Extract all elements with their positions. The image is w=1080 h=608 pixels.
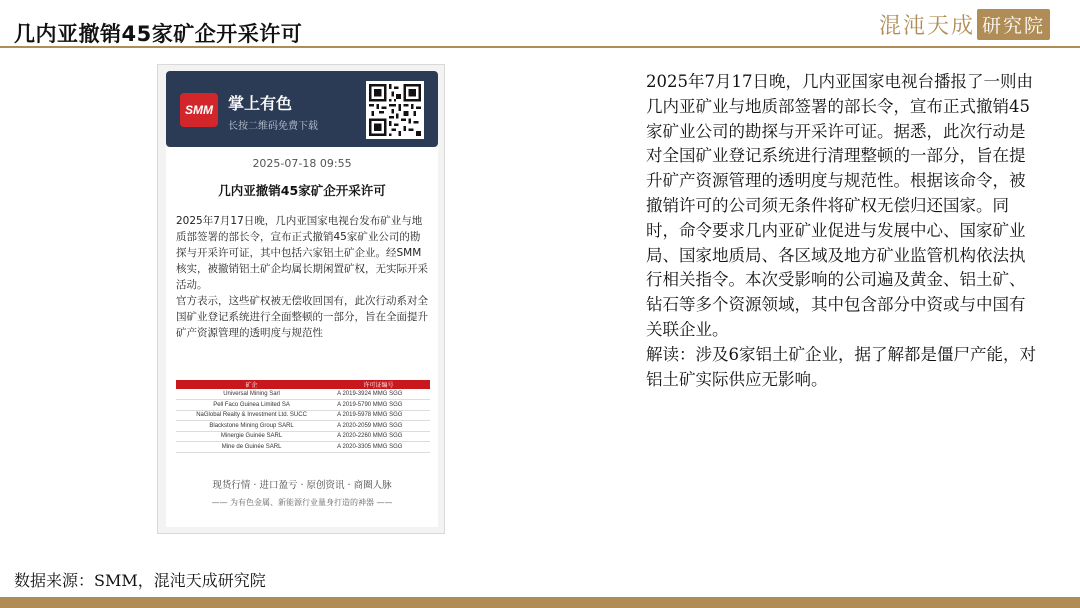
table-header-row (176, 380, 430, 389)
table-row (176, 421, 430, 432)
app-subtitle: 长按二维码免费下载 (228, 121, 318, 132)
brand-logo-text: 混沌天成 (878, 13, 975, 39)
slide-title: 几内亚撤销45家矿企开采许可 (14, 22, 303, 46)
table-cell-license: A 2020-3305 MMG SGG (327, 442, 430, 453)
table-row (176, 442, 430, 453)
article-text (176, 213, 430, 341)
brand-logo-box: 研究院 (977, 9, 1050, 40)
table-row (176, 400, 430, 411)
data-source-note: 数据来源：SMM，混沌天成研究院 (14, 571, 266, 590)
bottom-bar (0, 597, 1080, 608)
app-download-banner (166, 71, 438, 147)
app-name: 掌上有色 (228, 94, 293, 113)
table-cell-company: Pell Faco Guinea Limited SA (176, 400, 327, 411)
table-row (176, 431, 430, 442)
app-feature-tags: 现货行情 · 进口盈亏 · 原创资讯 · 商圈人脉 (212, 480, 392, 491)
article-paragraph: 2025年7月17日晚，几内亚国家电视台发布矿业与地质部签署的部长令，宣布正式撤销45家矿业公司的勘探与开采许可证，其中包括六家铝土矿企业。经SMM核实，被撤销铝土矿企均属长期闲置矿权，无实际开采活动。 (176, 215, 428, 291)
table-cell-license: A 2019-5790 MMG SGG (327, 400, 430, 411)
table-cell-license: A 2020-2260 MMG SGG (327, 431, 430, 442)
table-row (176, 410, 430, 421)
qr-code-icon (366, 81, 424, 139)
article-title: 几内亚撤销45家矿企开采许可 (218, 183, 386, 198)
commentary-interpretation: 解读：涉及6家铝土矿企业，据了解都是僵尸产能，对铝土矿实际供应无影响。 (646, 344, 1036, 389)
table-cell-license: A 2019-5978 MMG SGG (327, 410, 430, 421)
article-paragraph: 官方表示，这些矿权被无偿收回国有，此次行动系对全国矿业登记系统进行全面整顿的一部分，旨在全面提升矿产资源管理的透明度与规范性 (176, 295, 428, 339)
table-cell-license: A 2020-2059 MMG SGG (327, 421, 430, 432)
table-cell-company: Minergie Guinée SARL (176, 431, 327, 442)
article-screenshot (157, 64, 445, 534)
app-slogan: —— 为有色金属、新能源行业量身打造的神器 —— (211, 498, 393, 507)
smm-logo: SMM (180, 93, 218, 127)
table-row (176, 389, 430, 400)
article-body (166, 147, 438, 527)
table-cell-company: NaGlobal Realty & Investment Ltd. SUCC (176, 410, 327, 421)
license-table (176, 380, 430, 453)
title-divider (0, 46, 1080, 48)
article-date: 2025-07-18 09:55 (252, 157, 352, 170)
table-header-company: 矿企 (176, 380, 327, 389)
table-header-license: 许可证编号 (327, 380, 430, 389)
table-cell-company: Blackstone Mining Group SARL (176, 421, 327, 432)
commentary-paragraph: 2025年7月17日晚，几内亚国家电视台播报了一则由几内亚矿业与地质部签署的部长令，宣布正式撤销45家矿业公司的勘探与开采许可证。据悉，此次行动是对全国矿业登记系统进行清理整顿的一部分，旨在提升矿产资源管理的透明度与规范性。根据该命令，被撤销许可的公司须无条件将矿权无偿归还国家。同时，命令要求几内亚矿业促进与发展中心、国家矿业局、国家地质局、各区域及地方矿业监管机构依法执行相关指令。本次受影响的公司遍及黄金、铝土矿、钻石等多个资源领域，其中包含部分中资或与中国有关联企业。 (646, 72, 1033, 339)
brand-logo (879, 8, 1050, 40)
table-cell-company: Universal Mining Sarl (176, 389, 327, 400)
table-cell-company: Mine de Guinée SARL (176, 442, 327, 453)
commentary-text (646, 70, 1038, 392)
table-cell-license: A 2019-3924 MMG SGG (327, 389, 430, 400)
